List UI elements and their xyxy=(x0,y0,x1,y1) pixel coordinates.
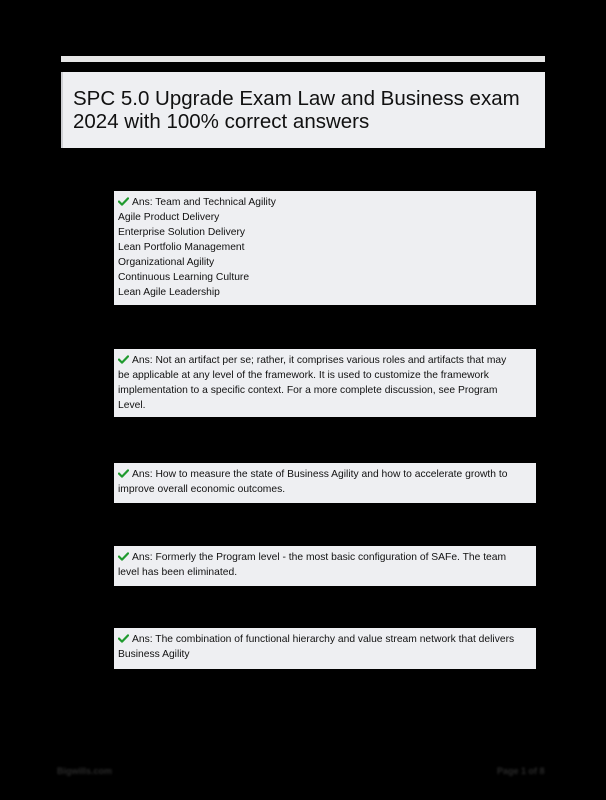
answer-1-line-1: Ans: Team and Technical Agility xyxy=(132,197,276,208)
answer-line xyxy=(118,550,532,565)
answer-3-line-1: Ans: How to measure the state of Business Agility and how to accelerate growth to xyxy=(132,469,508,480)
footer-site-name: Bigwills.com xyxy=(57,766,113,776)
answer-1-line-4: Lean Portfolio Management xyxy=(118,242,245,253)
check-icon xyxy=(118,469,129,478)
document-title xyxy=(73,87,543,133)
check-icon xyxy=(118,552,129,561)
answer-line xyxy=(118,467,532,482)
answer-box-1 xyxy=(114,191,536,305)
check-icon xyxy=(118,355,129,364)
title-box xyxy=(61,72,545,148)
check-icon xyxy=(118,197,129,206)
footer-page-number: Page 1 of 8 xyxy=(497,766,545,776)
answer-3-line-2: improve overall economic outcomes. xyxy=(118,484,286,495)
answer-2-line-4: Level. xyxy=(118,400,146,411)
answer-line xyxy=(118,195,532,210)
answer-1-line-2: Agile Product Delivery xyxy=(118,212,220,223)
answer-2-line-3: implementation to a specific context. For a more complete discussion, see Program xyxy=(118,385,498,396)
answer-box-4 xyxy=(114,546,536,586)
answer-5-line-1: Ans: The combination of functional hierarchy and value stream network that delivers xyxy=(132,634,515,645)
answer-1-line-3: Enterprise Solution Delivery xyxy=(118,227,246,238)
answer-4-line-1: Ans: Formerly the Program level - the most basic configuration of SAFe. The team xyxy=(132,552,507,563)
answer-box-5 xyxy=(114,628,536,669)
check-icon xyxy=(118,634,129,643)
answer-1-line-6: Continuous Learning Culture xyxy=(118,272,250,283)
answer-line xyxy=(118,353,532,368)
title-line-2: 2024 with 100% correct answers xyxy=(73,110,370,133)
answer-2-line-1: Ans: Not an artifact per se; rather, it comprises various roles and artifacts that may xyxy=(132,355,507,366)
answer-1-line-5: Organizational Agility xyxy=(118,257,215,268)
answer-line xyxy=(118,632,532,647)
title-line-1: SPC 5.0 Upgrade Exam Law and Business exam xyxy=(73,87,520,110)
answer-4-line-2: level has been eliminated. xyxy=(118,567,238,578)
answer-2-line-2: be applicable at any level of the framework. It is used to customize the framework xyxy=(118,370,489,381)
answer-box-2 xyxy=(114,349,536,417)
answer-box-3 xyxy=(114,463,536,503)
header-rule xyxy=(61,56,545,62)
answer-5-line-2: Business Agility xyxy=(118,649,190,660)
answer-1-line-7: Lean Agile Leadership xyxy=(118,287,220,298)
